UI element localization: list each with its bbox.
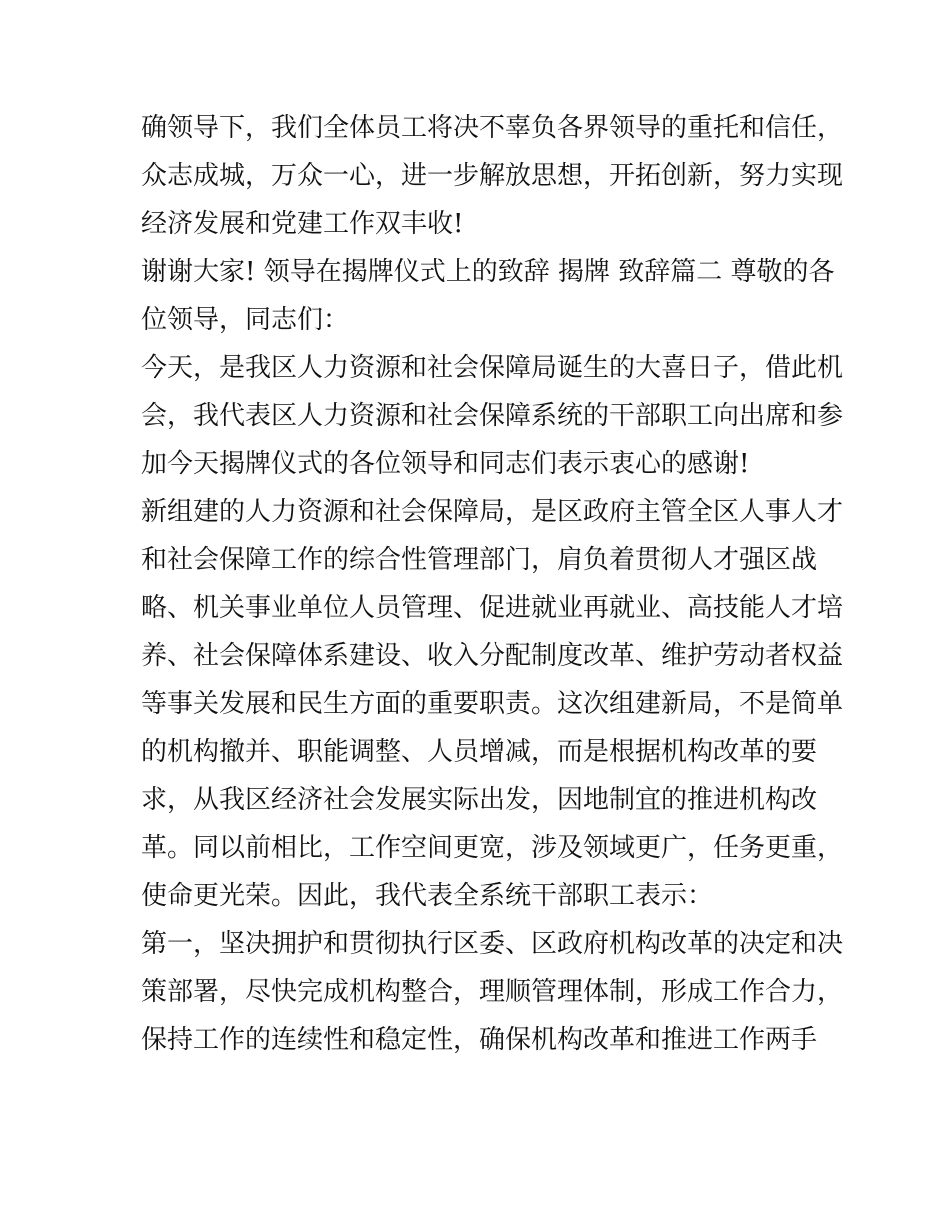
text-line: 经济发展和党建工作双丰收! bbox=[141, 209, 464, 239]
text-line: 使命更光荣。因此，我代表全系统干部职工表示： bbox=[141, 881, 714, 911]
text-line: 谢谢大家! 领导在揭牌仪式上的致辞 揭牌 致辞篇二 尊敬的各 bbox=[141, 257, 835, 287]
text-line: 新组建的人力资源和社会保障局，是区政府主管全区人事人才 bbox=[141, 497, 844, 527]
text-line: 保持工作的连续性和稳定性，确保机构改革和推进工作两手 bbox=[141, 1025, 818, 1055]
text-line: 革。同以前相比，工作空间更宽，涉及领域更广，任务更重， bbox=[141, 833, 844, 863]
text-line: 加今天揭牌仪式的各位领导和同志们表示衷心的感谢! bbox=[141, 449, 750, 479]
text-line: 众志成城，万众一心，进一步解放思想，开拓创新，努力实现 bbox=[141, 161, 844, 191]
text-line: 第一，坚决拥护和贯彻执行区委、区政府机构改革的决定和决 bbox=[141, 929, 844, 959]
text-line: 略、机关事业单位人员管理、促进就业再就业、高技能人才培 bbox=[141, 593, 844, 623]
text-line: 策部署，尽快完成机构整合，理顺管理体制，形成工作合力， bbox=[141, 977, 844, 1007]
text-line: 等事关发展和民生方面的重要职责。这次组建新局，不是简单 bbox=[141, 689, 844, 719]
text-line: 确领导下，我们全体员工将决不辜负各界领导的重托和信任， bbox=[141, 113, 844, 143]
text-line: 求，从我区经济社会发展实际出发，因地制宜的推进机构改 bbox=[141, 785, 818, 815]
text-line: 的机构撤并、职能调整、人员增减，而是根据机构改革的要 bbox=[141, 737, 818, 767]
text-line: 今天，是我区人力资源和社会保障局诞生的大喜日子，借此机 bbox=[141, 353, 844, 383]
text-line: 养、社会保障体系建设、收入分配制度改革、维护劳动者权益 bbox=[141, 641, 844, 671]
document-body-text bbox=[141, 104, 844, 1064]
text-line: 位领导，同志们： bbox=[141, 305, 350, 335]
text-line: 和社会保障工作的综合性管理部门，肩负着贯彻人才强区战 bbox=[141, 545, 818, 575]
text-line: 会，我代表区人力资源和社会保障系统的干部职工向出席和参 bbox=[141, 401, 844, 431]
